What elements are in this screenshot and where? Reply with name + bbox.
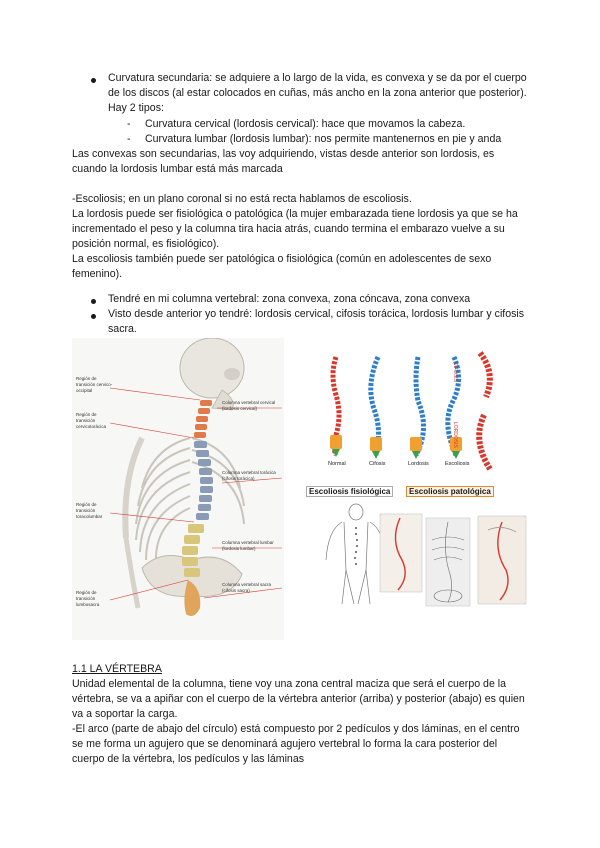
para-escoliosis-2: La escoliosis también puede ser patológica o fisiológica (común en adolescentes de sexo femenino).	[72, 253, 492, 281]
box-fisiologica-label: Escoliosis fisiológica	[306, 486, 393, 497]
label-normal: Normal	[328, 461, 346, 467]
label-cifosis: Cifosis	[369, 461, 386, 467]
label-escoliosis: Escoliosis	[445, 461, 470, 467]
right-label-lumbar: Columna vertebral lumbar (lordosis lumbar)	[222, 540, 274, 551]
section-heading: 1.1 LA VÉRTEBRA	[72, 663, 162, 675]
para-convexas: Las convexas son secundarias, las voy adquiriendo, vistas desde anterior son lordosis, es cuando la lordosis lumbar está más marcada	[72, 148, 495, 176]
bullet-columna: Tendré en mi columna vertebral: zona convexa, zona cóncava, zona convexa	[108, 293, 471, 305]
left-label-cervicotoracica: Región de transición cervicotorácica	[76, 412, 107, 429]
right-label-toracica: Columna vertebral torácica (cifosis torácica)	[222, 470, 276, 481]
side-label-lordosis: LORDOSIS	[452, 422, 458, 448]
section-para-2: -El arco (parte de abajo del círculo) está compuesto por 2 pedículos y dos láminas, en el centro se me forma un agujero que se denominará agujero vertebral lo forma la cara posterior del cuerpo de la vértebra, los pedículos y las láminas	[72, 723, 520, 766]
left-label-cervico-occipital: Región de transición cervico-occipital	[76, 376, 113, 393]
sub-dash: -	[127, 133, 131, 145]
bullet-anterior: Visto desde anterior yo tendré: lordosis cervical, cifosis torácica, lordosis lumbar y cifosis sacra.	[108, 308, 525, 336]
left-label-lumbosacra: Región de transición lumbosacra	[76, 590, 100, 607]
para-escoliosis: -Escoliosis; en un plano coronal si no está recta hablamos de escoliosis.	[72, 193, 412, 205]
sub-dash: -	[127, 118, 131, 130]
box-patologica-label: Escoliosis patológica	[406, 486, 494, 497]
side-label-cifosis: CIFOSIS	[452, 362, 458, 383]
section-para-1: Unidad elemental de la columna, tiene voy una zona central maciza que será el cuerpo de la vértebra, se va a apiñar con el cuerpo de la vértebra anterior (arriba) y posterior (abajo) es quien va a soportar la carga.	[72, 678, 525, 721]
escoliosis-figure	[302, 484, 530, 614]
spine-curvature-figure	[318, 345, 530, 477]
label-lordosis: Lordosis	[408, 461, 429, 467]
right-label-sacra: Columna vertebral sacra (cifosis sacra)	[222, 582, 272, 593]
bullet-dot	[91, 78, 96, 83]
right-label-cervical: Columna vertebral cervical (lordosis cervical)	[222, 400, 276, 411]
sub-item-lumbar: Curvatura lumbar (lordosis lumbar): nos permite mantenernos en pie y anda	[145, 133, 502, 145]
sub-item-cervical: Curvatura cervical (lordosis cervical): hace que movamos la cabeza.	[145, 118, 466, 130]
escoliosis-drawings	[302, 500, 530, 612]
para-lordosis: La lordosis puede ser fisiológica o patológica (la mujer embarazada tiene lordosis ya que se ha incrementado el peso y la columna tira hacia atrás, cuando termina el embarazo vuelve a su posición normal, es fisiológico).	[72, 208, 518, 251]
bullet-dot	[91, 299, 96, 304]
left-label-toracolumbar: Región de transición toracolumbar	[76, 502, 103, 519]
intro-bullet-text: Curvatura secundaria: se adquiere a lo largo de la vida, es convexa y se da por el cuerpo de los discos (al estar colocados en cuñas, más ancho en la zona anterior que posterior). Hay 2 tipos:	[108, 72, 527, 115]
bullet-dot	[91, 314, 96, 319]
